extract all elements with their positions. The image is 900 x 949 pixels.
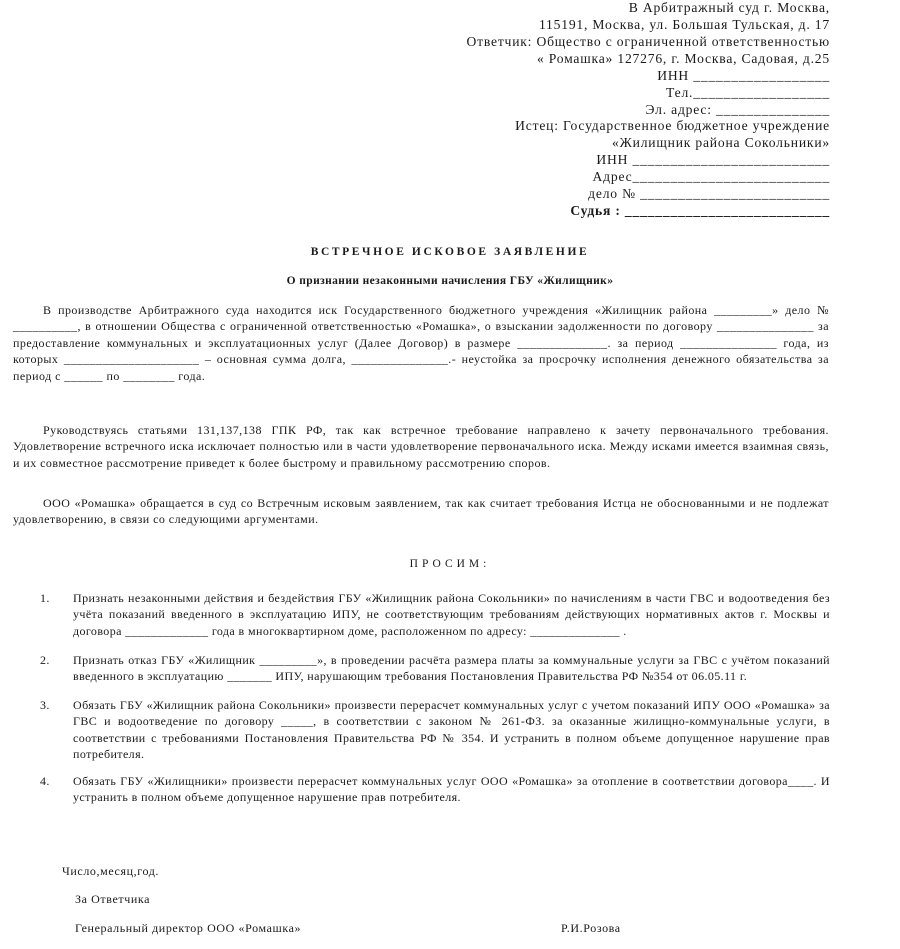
case-number: дело № _________________________	[588, 186, 830, 201]
plaintiff-address: Адрес__________________________	[592, 169, 830, 184]
paragraph-3	[13, 495, 829, 528]
court-name: В Арбитражный суд г. Москва,	[628, 0, 830, 15]
document-subtitle: О признании незаконными начисления ГБУ «Жилищник»	[286, 275, 614, 287]
request-item-1	[40, 590, 830, 639]
court-address: 115191, Москва, ул. Большая Тульская, д. 17	[538, 17, 830, 32]
request-text: Обязать ГБУ «Жилищник района Сокольники» произвести перерасчет коммунальных услуг с учетом показаний ИПУ ООО «Ромашка» за ГВС и водоотведение по договору _____, в соответствии с законом № 261-ФЗ. за оказанные жилищно-коммунальные услуги, в соответствии с требованиями Постановления Правительства РФ № 354. И устранить в полном объеме допущенное нарушение прав потребителя.	[73, 698, 830, 762]
request-item-2	[40, 652, 830, 685]
defendant-name: Ответчик: Общество с ограниченной ответственностью	[466, 34, 830, 49]
defendant-email: Эл. адрес: _______________	[645, 102, 830, 117]
paragraph-1	[13, 302, 829, 384]
request-number: 2.	[40, 653, 50, 667]
paragraph-3-text: ООО «Ромашка» обращается в суд со Встречным исковым заявлением, так как считает требования Истца не обоснованными и не подлежат удовлетворению, в связи со следующими аргументами.	[13, 496, 829, 527]
request-text: Признать незаконными действия и бездействия ГБУ «Жилищник района Сокольники» по начислениям в части ГВС и водоотведения без учёта показаний введенного в эксплуатацию ИПУ, не соответствующим требованиям действующих нормативных актов г. Москвы и договора _____________ года в многоквартирном доме, расположенном по адресу: ______________ .	[73, 591, 830, 638]
request-item-4	[40, 773, 830, 806]
request-text: Обязать ГБУ «Жилищники» произвести перерасчет коммунальных услуг ООО «Ромашка» за отопление в соответствии договора____. И устранить в полном объеме допущенное нарушение прав потребителя.	[73, 774, 830, 805]
defendant-inn: ИНН __________________	[657, 68, 830, 83]
paragraph-2-text: Руководствуясь статьями 131,137,138 ГПК РФ, так как встречное требование направлено к зачету первоначального требования. Удовлетворение встречного иска исключает полностью или в части удовлетворение первоначального иска. Между исками имеется взаимная связь, и их совместное рассмотрение приведет к более быстрому и правильному рассмотрению споров.	[13, 423, 829, 470]
request-number: 4.	[40, 774, 50, 788]
paragraph-2	[13, 422, 829, 471]
judge: Судья : ___________________________	[570, 203, 830, 218]
defendant-phone: Тел.__________________	[666, 85, 830, 100]
document-title: ВСТРЕЧНОЕ ИСКОВОЕ ЗАЯВЛЕНИЕ	[310, 246, 590, 258]
request-text: Признать отказ ГБУ «Жилищник _________», в проведении расчёта размера платы за коммунальные услуги за ГВС с учётом показаний введенного в эксплуатацию _______ ИПУ, нарушающим требования Постановления Правительства РФ №354 от 06.05.11 г.	[73, 653, 830, 684]
plaintiff-inn: ИНН __________________________	[596, 152, 830, 167]
defendant-address: « Ромашка» 127276, г. Москва, Садовая, д.25	[536, 51, 830, 66]
signer-name: Р.И.Розова	[561, 921, 621, 935]
request-number: 3.	[40, 698, 50, 712]
date-placeholder: Число,месяц,год.	[62, 864, 160, 878]
for-defendant: За Ответчика	[75, 892, 151, 906]
plaintiff-name: Истец: Государственное бюджетное учреждение	[515, 118, 830, 133]
paragraph-1-text: В производстве Арбитражного суда находится иск Государственного бюджетного учреждения «Жилищник района _________» дело № __________, в отношении Общества с ограниченной ответственностью «Ромашка», о взыскании задолженности по договору _______________ за предоставление коммунальных и эксплуатационных услуг (Далее Договор) в размере ______________. за период _______________ года, из которых _____________________ – основная сумма долга, _______________.- неустойка за просрочку исполнения денежного обязательства за период с ______ по ________ года.	[13, 303, 829, 383]
request-heading: ПРОСИМ:	[409, 558, 491, 570]
request-item-3	[40, 697, 830, 763]
signer-position: Генеральный директор ООО «Ромашка»	[75, 921, 302, 935]
request-number: 1.	[40, 591, 50, 605]
plaintiff-name-cont: «Жилищник района Сокольники»	[612, 135, 830, 150]
